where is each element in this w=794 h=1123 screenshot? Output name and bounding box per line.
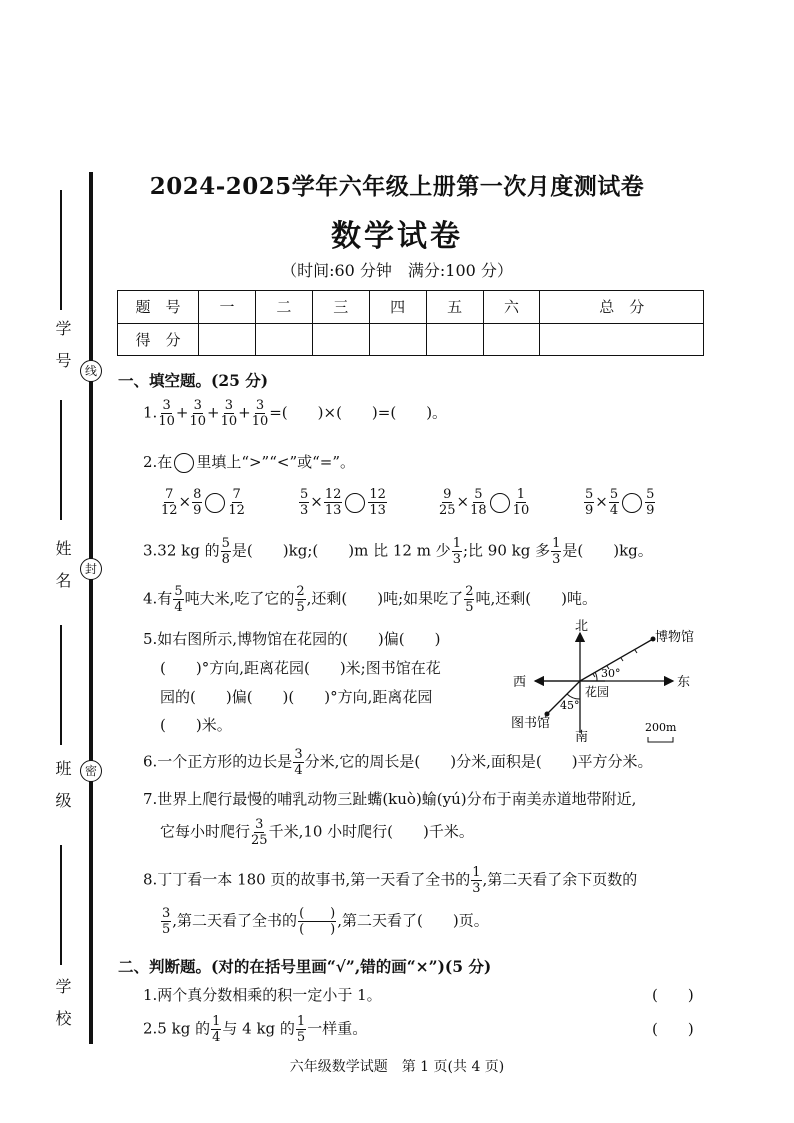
question-5-line-2[interactable]: ( )°方向,距离花园( )米;图书馆在花 <box>160 659 441 677</box>
question-7-line-1: 7.世界上爬行最慢的哺乳动物三趾蟕(kuò)蝓(yú)分布于南美赤道地带附近, <box>143 790 637 808</box>
compare-item-1: $\frac{7}{12}$ × $\frac{8}{9}$ $\frac{7}{12}$ <box>161 487 245 518</box>
score-cell[interactable] <box>540 323 704 356</box>
binding-rail <box>89 172 93 1044</box>
table-cell: 三 <box>312 291 369 324</box>
question-2: 2.在 里填上“>”“<”或“=”。 <box>143 453 356 471</box>
section-1-heading: 一、填空题。(25 分) <box>118 371 269 390</box>
school-label: 学 校 <box>53 978 72 1026</box>
exam-info: （时间:60 分钟 满分:100 分） <box>281 261 513 280</box>
score-cell[interactable] <box>369 323 426 356</box>
score-cell[interactable] <box>255 323 312 356</box>
score-table-header-row <box>118 291 704 324</box>
table-cell: 一 <box>199 291 256 324</box>
compare-item-4: $\frac{5}{9}$ × $\frac{5}{4}$ $\frac{5}{9}$ <box>585 487 655 518</box>
score-cell[interactable] <box>199 323 256 356</box>
section-2-heading: 二、判断题。(对的在括号里画“√”,错的画“×”)(5 分) <box>118 957 492 976</box>
answer-blanks[interactable]: 是( )kg;( )m 比 12 m 少 <box>231 541 451 560</box>
west-label: 西 <box>513 675 527 690</box>
judge-answer-1[interactable]: ( ) <box>652 986 694 1004</box>
answer-blanks[interactable]: ,还剩( )吨;如果吃了 <box>306 589 464 608</box>
angle-30-label: 30° <box>601 667 621 680</box>
library-label: 图书馆 <box>511 716 551 731</box>
exam-subject: 数学试卷 <box>331 219 463 254</box>
name-label: 姓 名 <box>53 540 72 588</box>
score-cell[interactable] <box>426 323 483 356</box>
question-4: 4.有 $\frac{5}{4}$ 吨大米,吃了它的 $\frac{2}{5}$ ,还剩( )吨;如果吃了 $\frac{2}{5}$ 吨,还剩( )吨。 <box>143 584 597 615</box>
judge-question-2: 2.5 kg 的 $\frac{1}{4}$ 与 4 kg 的 $\frac{1}{5}$ 一样重。 <box>143 1014 368 1045</box>
question-7-line-2: 它每小时爬行 $\frac{3}{25}$ 千米,10 小时爬行( )千米。 <box>160 817 474 848</box>
score-cell[interactable] <box>312 323 369 356</box>
answer-blanks[interactable]: =( )×( )=( )。 <box>269 403 448 422</box>
table-cell: 六 <box>483 291 540 324</box>
question-6: 6.一个正方形的边长是 $\frac{3}{4}$ 分米,它的周长是( )分米,面积是( )平方分米。 <box>143 747 653 778</box>
binding-line <box>60 625 62 745</box>
compare-circle-icon <box>174 453 194 473</box>
binding-line <box>60 845 62 965</box>
fraction: $\frac{3}{10}$ <box>189 398 206 429</box>
compare-item-3: $\frac{9}{25}$ × $\frac{5}{18}$ $\frac{1}{10}$ <box>439 487 530 518</box>
exam-title: 2024-2025学年六年级上册第一次月度测试卷 <box>149 173 645 200</box>
compass-diagram <box>505 615 705 745</box>
compare-circle-input[interactable] <box>205 493 225 513</box>
compare-circle-input[interactable] <box>345 493 365 513</box>
seal-seal: 封 <box>80 558 102 580</box>
museum-label: 博物馆 <box>655 630 695 645</box>
east-label: 东 <box>677 675 691 690</box>
fraction: $\frac{3}{10}$ <box>220 398 238 429</box>
south-label: 南 <box>575 730 589 745</box>
question-1: 1. $\frac{3}{10}$ + $\frac{3}{10}$ + $\frac{3}{10}$ + $\frac{3}{10}$ =( )×( )=( )。 <box>143 398 448 429</box>
question-5-line-1[interactable]: 5.如右图所示,博物馆在花园的( )偏( ) <box>143 630 441 648</box>
table-cell: 二 <box>255 291 312 324</box>
answer-blanks[interactable]: 千米,10 小时爬行( )千米。 <box>268 822 474 841</box>
score-table <box>117 290 704 356</box>
answer-fraction-blank[interactable]: $\frac{( )}{( )}$ <box>299 906 336 937</box>
question-number: 1. <box>143 403 158 422</box>
north-label: 北 <box>575 619 589 634</box>
answer-blanks[interactable]: 分米,它的周长是( )分米,面积是( )平方分米。 <box>304 752 653 771</box>
student-id-label: 学 号 <box>53 320 72 368</box>
score-cell[interactable] <box>483 323 540 356</box>
fraction: $\frac{3}{10}$ <box>251 398 269 429</box>
answer-blanks[interactable]: 吨,还剩( )吨。 <box>475 589 597 608</box>
fraction: $\frac{3}{10}$ <box>158 398 175 429</box>
class-label: 班 级 <box>53 760 72 808</box>
binding-line <box>60 400 62 520</box>
question-8-line-1: 8.丁丁看一本 180 页的故事书,第一天看了全书的 $\frac{1}{3}$ ,第二天看了余下页数的 <box>143 865 638 896</box>
answer-blanks[interactable]: 是( )kg。 <box>562 541 653 560</box>
compare-item-2: $\frac{5}{3}$ × $\frac{12}{13}$ $\frac{12}{13}$ <box>300 487 386 518</box>
score-table-score-row <box>118 323 704 356</box>
scale-label: 200m <box>645 721 677 734</box>
table-cell: 总 分 <box>540 291 704 324</box>
question-8-line-2: $\frac{3}{5}$ ,第二天看了全书的 $\frac{( )}{( )}$ ,第二天看了( )页。 <box>162 906 489 937</box>
compare-circle-input[interactable] <box>622 493 642 513</box>
seal-secret: 密 <box>80 760 102 782</box>
table-cell: 五 <box>426 291 483 324</box>
judge-answer-2[interactable]: ( ) <box>652 1020 694 1038</box>
question-5-line-4[interactable]: ( )米。 <box>160 716 232 734</box>
question-3: 3.32 kg 的 $\frac{5}{8}$ 是( )kg;( )m 比 12 m 少 $\frac{1}{3}$ ;比 90 kg 多 $\frac{1}{3}$ 是( )kg。 <box>143 536 653 567</box>
compare-circle-input[interactable] <box>490 493 510 513</box>
table-cell: 四 <box>369 291 426 324</box>
center-label: 花园 <box>585 685 610 699</box>
angle-45-label: 45° <box>560 699 580 712</box>
seal-line: 线 <box>80 360 102 382</box>
question-5-line-3[interactable]: 园的( )偏( )( )°方向,距离花园 <box>160 688 433 706</box>
judge-question-1: 1.两个真分数相乘的积一定小于 1。 <box>143 986 382 1004</box>
table-cell: 题 号 <box>118 291 199 324</box>
answer-blanks[interactable]: ,第二天看了( )页。 <box>337 911 489 930</box>
page-footer: 六年级数学试题 第 1 页(共 4 页) <box>289 1059 505 1075</box>
scale-bar <box>648 737 673 742</box>
table-cell: 得 分 <box>118 323 199 356</box>
